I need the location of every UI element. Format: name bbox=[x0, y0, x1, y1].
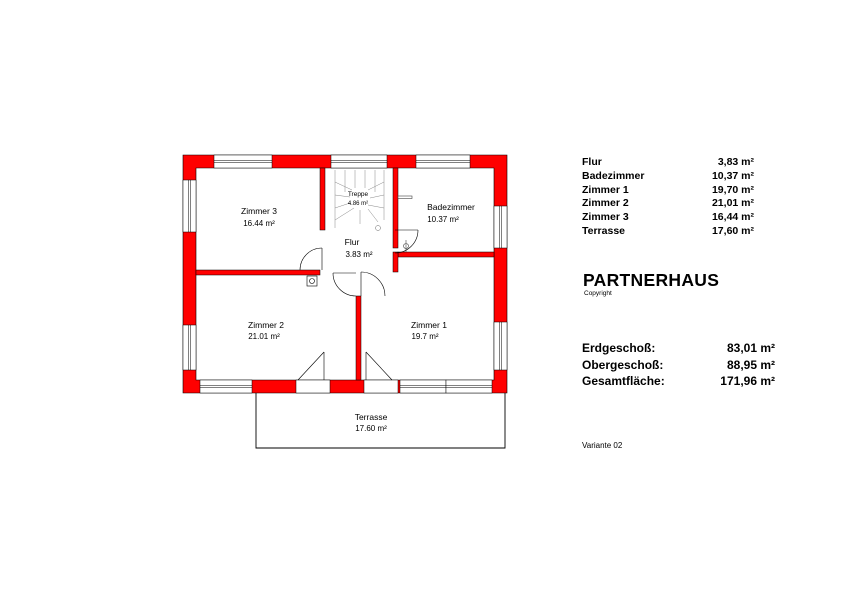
room-name-badezimmer: Badezimmer bbox=[427, 202, 475, 212]
total-value: 88,95 m² bbox=[726, 357, 775, 372]
total-row-erdgeschoss bbox=[582, 340, 775, 357]
legend-name: Flur bbox=[582, 156, 602, 168]
room-name-zimmer-2: Zimmer 2 bbox=[248, 320, 284, 330]
room-area-treppe: 4.86 m² bbox=[347, 201, 369, 207]
brand-title: PARTNERHAUS bbox=[583, 270, 720, 290]
room-name-zimmer-1: Zimmer 1 bbox=[411, 320, 447, 330]
brand-copyright: Copyright bbox=[584, 290, 612, 297]
legend-value: 10,37 m² bbox=[711, 169, 754, 182]
interior-walls bbox=[196, 168, 494, 380]
room-area-badezimmer: 10.37 m² bbox=[427, 215, 459, 224]
legend-value: 21,01 m² bbox=[711, 197, 754, 210]
room-area-zimmer-2: 21.01 m² bbox=[248, 332, 280, 341]
legend-value: 17,60 m² bbox=[711, 224, 754, 237]
legend-name: Badezimmer bbox=[582, 169, 645, 182]
room-name-flur: Flur bbox=[344, 237, 360, 247]
legend-row-zimmer-3 bbox=[582, 211, 754, 225]
legend-row-terrasse bbox=[582, 225, 754, 239]
area-totals bbox=[582, 340, 775, 390]
total-row-obergeschoss bbox=[582, 357, 775, 374]
total-label: Gesamtfläche: bbox=[582, 374, 665, 388]
bath-fixtures bbox=[398, 196, 412, 252]
legend-name: Terrasse bbox=[582, 224, 626, 237]
legend-row-zimmer-2 bbox=[582, 197, 754, 211]
legend-row-zimmer-1 bbox=[582, 184, 754, 198]
total-row-gesamtflaeche bbox=[582, 373, 775, 390]
room-name-terrasse: Terrasse bbox=[354, 412, 388, 422]
room-name-treppe: Treppe bbox=[347, 191, 369, 198]
legend-row-badezimmer bbox=[582, 170, 754, 184]
chimney-shaft bbox=[307, 276, 317, 286]
room-name-zimmer-3: Zimmer 3 bbox=[241, 206, 277, 216]
brand-block bbox=[583, 270, 719, 298]
room-area-terrasse: 17.60 m² bbox=[355, 424, 387, 433]
legend-value: 3,83 m² bbox=[717, 156, 754, 168]
area-legend bbox=[582, 156, 754, 239]
total-label: Erdgeschoß: bbox=[582, 341, 656, 355]
room-area-zimmer-1: 19.7 m² bbox=[411, 332, 439, 341]
legend-name: Zimmer 2 bbox=[582, 197, 629, 210]
variant-label: Variante 02 bbox=[582, 441, 623, 450]
legend-value: 19,70 m² bbox=[711, 183, 754, 196]
total-value: 83,01 m² bbox=[726, 341, 775, 355]
legend-value: 16,44 m² bbox=[711, 211, 754, 224]
legend-name: Zimmer 1 bbox=[582, 183, 629, 196]
room-area-zimmer-3: 16.44 m² bbox=[243, 219, 275, 228]
legend-row-flur bbox=[582, 156, 754, 170]
room-area-flur: 3.83 m² bbox=[345, 250, 373, 259]
total-label: Obergeschoß: bbox=[582, 357, 664, 372]
total-value: 171,96 m² bbox=[720, 374, 775, 388]
legend-name: Zimmer 3 bbox=[582, 211, 629, 224]
